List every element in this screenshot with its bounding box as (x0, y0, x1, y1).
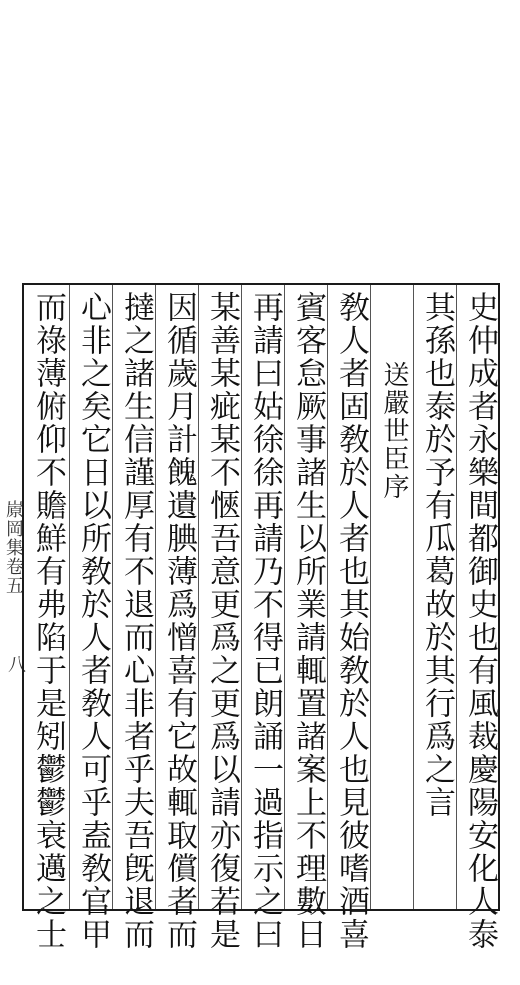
text-column-11: 而祿薄俯仰不贍鮮有弗陷于是矧鬱鬱衰邁之士 (30, 291, 66, 951)
text-column-6: 再請曰姑徐徐再請乃不得已朗誦一過指示之曰 (247, 291, 283, 951)
text-column-8: 因循歲月計餽遺腆薄爲憎喜有它故輒取償者而 (161, 291, 197, 951)
text-column-4: 敎人者固敎於人者也其始敎於人也見彼嗜酒喜 (333, 291, 369, 951)
text-column-2: 其孫也泰於予有瓜葛故於其行爲之言 (419, 291, 455, 819)
text-column-10: 心非之矣它日以所敎於人者敎人可乎盍敎官甲 (75, 291, 111, 951)
text-column-7: 某善某疵某不愜吾意更爲之更爲以請亦復若是 (204, 291, 240, 951)
text-frame (22, 283, 500, 951)
text-column-9: 撻之諸生信謹厚有不退而心非者乎夫吾旣退而 (118, 291, 154, 951)
margin-folio-number: 八 (5, 655, 26, 673)
text-column-5: 賓客怠厥事諸生以所業請輒置諸案上不理數日 (290, 291, 326, 951)
margin-book-title: 㟶岡集卷五 (3, 500, 24, 595)
column-rule (69, 285, 70, 909)
essay-title: 送嚴世臣序 (379, 361, 409, 501)
text-column-1: 史仲成者永樂間都御史也有風裁慶陽安化人泰 (462, 291, 498, 951)
